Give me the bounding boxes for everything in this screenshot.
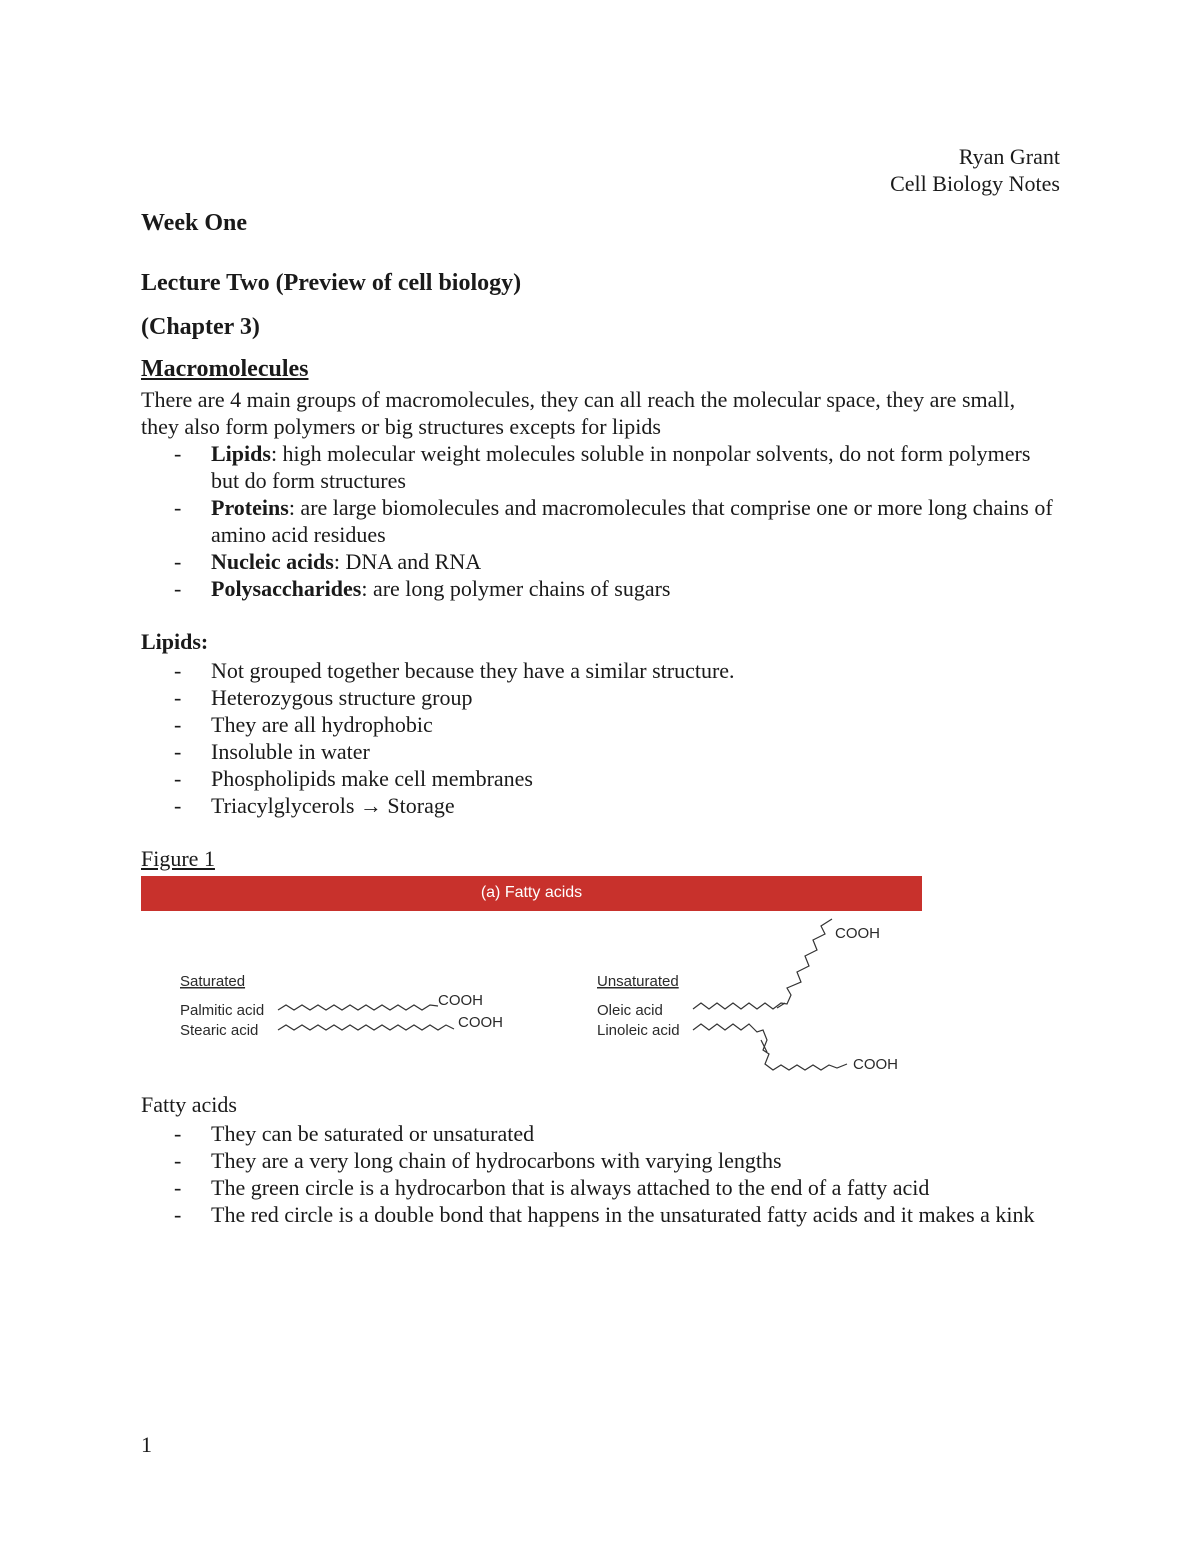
figure-label: Figure 1	[141, 846, 215, 871]
list-item	[141, 1174, 1061, 1201]
dash-marker: -	[174, 739, 182, 764]
list-item	[141, 1201, 1061, 1228]
dash-marker: -	[174, 712, 182, 737]
palmitic-chain	[278, 1005, 438, 1010]
heading-macromolecules: Macromolecules	[141, 356, 309, 382]
term-nucleic-acids: Nucleic acids	[211, 549, 334, 574]
heading-lipids: Lipids:	[141, 629, 209, 654]
stearic-acid-label: Stearic acid	[180, 1022, 259, 1039]
definition-polysaccharides: : are long polymer chains of sugars	[361, 576, 671, 601]
list-item-text: Insoluble in water	[211, 739, 370, 764]
list-item	[141, 711, 1061, 738]
oleic-chain	[693, 919, 832, 1009]
dash-marker: -	[174, 658, 182, 683]
dash-marker: -	[174, 1202, 182, 1227]
linoleic-cooh-label: COOH	[853, 1056, 898, 1073]
dash-marker: -	[174, 766, 182, 791]
dash-marker: -	[174, 685, 182, 710]
intro-paragraph: There are 4 main groups of macromolecules, they can all reach the molecular space, they are small, they also form polymers or big structures excepts for lipids	[141, 387, 1016, 439]
dash-marker: -	[174, 1121, 182, 1146]
list-item	[141, 684, 1061, 711]
lipids-list	[141, 657, 1061, 819]
dash-marker: -	[174, 1175, 182, 1200]
term-proteins: Proteins	[211, 495, 289, 520]
list-item	[141, 792, 1061, 819]
fatty-acids-heading: Fatty acids	[141, 1092, 237, 1117]
list-item-text: Phospholipids make cell membranes	[211, 766, 533, 791]
list-item-text: Heterozygous structure group	[211, 685, 473, 710]
dash-marker: -	[174, 495, 182, 520]
oleic-acid-label: Oleic acid	[597, 1002, 663, 1019]
unsaturated-heading: Unsaturated	[597, 973, 679, 990]
storage-right: Storage	[387, 793, 455, 818]
list-item	[141, 1120, 1061, 1147]
definition-nucleic-acids: : DNA and RNA	[333, 549, 482, 574]
term-polysaccharides: Polysaccharides	[211, 576, 362, 601]
macromolecule-list	[141, 440, 1061, 602]
oleic-cooh-label: COOH	[835, 925, 880, 942]
document-header	[890, 143, 1060, 197]
heading-lecture: Lecture Two (Preview of cell biology)	[141, 270, 522, 296]
list-item	[141, 657, 1061, 684]
linoleic-chain	[693, 1024, 847, 1070]
palmitic-cooh-label: COOH	[438, 992, 483, 1009]
course-name: Cell Biology Notes	[890, 171, 1060, 196]
list-item	[141, 494, 1061, 548]
dash-marker: -	[174, 549, 182, 574]
dash-marker: -	[174, 576, 182, 601]
list-item	[141, 765, 1061, 792]
dash-marker: -	[174, 793, 182, 818]
heading-chapter: (Chapter 3)	[141, 314, 260, 340]
definition-proteins: : are large biomolecules and macromolecules that comprise one or more long chains of amino acid residues	[211, 495, 1053, 547]
list-item-text: The green circle is a hydrocarbon that is always attached to the end of a fatty acid	[211, 1175, 930, 1200]
linoleic-acid-label: Linoleic acid	[597, 1022, 680, 1039]
figure-banner-title: (a) Fatty acids	[480, 884, 583, 901]
author-name: Ryan Grant	[958, 144, 1060, 169]
dash-marker: -	[174, 1148, 182, 1173]
list-item	[141, 738, 1061, 765]
fatty-acid-structures	[141, 876, 922, 1080]
page-number: 1	[141, 1432, 152, 1457]
storage-left: Triacylglycerols	[211, 793, 355, 818]
list-item	[141, 575, 1061, 602]
list-item-text: They are all hydrophobic	[211, 712, 433, 737]
palmitic-acid-label: Palmitic acid	[180, 1002, 265, 1019]
saturated-heading: Saturated	[180, 973, 246, 990]
heading-week: Week One	[141, 210, 247, 236]
list-item	[141, 440, 1061, 494]
list-item-text: The red circle is a double bond that happens in the unsaturated fatty acids and it makes a kink	[211, 1202, 1035, 1227]
definition-lipids: : high molecular weight molecules soluble in nonpolar solvents, do not form polymers but do form structures	[211, 441, 1031, 493]
list-item-text: Not grouped together because they have a similar structure.	[211, 658, 735, 683]
stearic-cooh-label: COOH	[458, 1014, 503, 1031]
list-item-text: They are a very long chain of hydrocarbons with varying lengths	[211, 1148, 782, 1173]
fatty-acids-list	[141, 1120, 1061, 1228]
stearic-chain	[278, 1025, 454, 1030]
list-item	[141, 548, 1061, 575]
arrow-right-icon: →	[359, 793, 382, 818]
list-item-text: They can be saturated or unsaturated	[211, 1121, 535, 1146]
fatty-acids-figure	[141, 876, 922, 1080]
term-lipids: Lipids	[211, 441, 271, 466]
dash-marker: -	[174, 441, 182, 466]
list-item	[141, 1147, 1061, 1174]
